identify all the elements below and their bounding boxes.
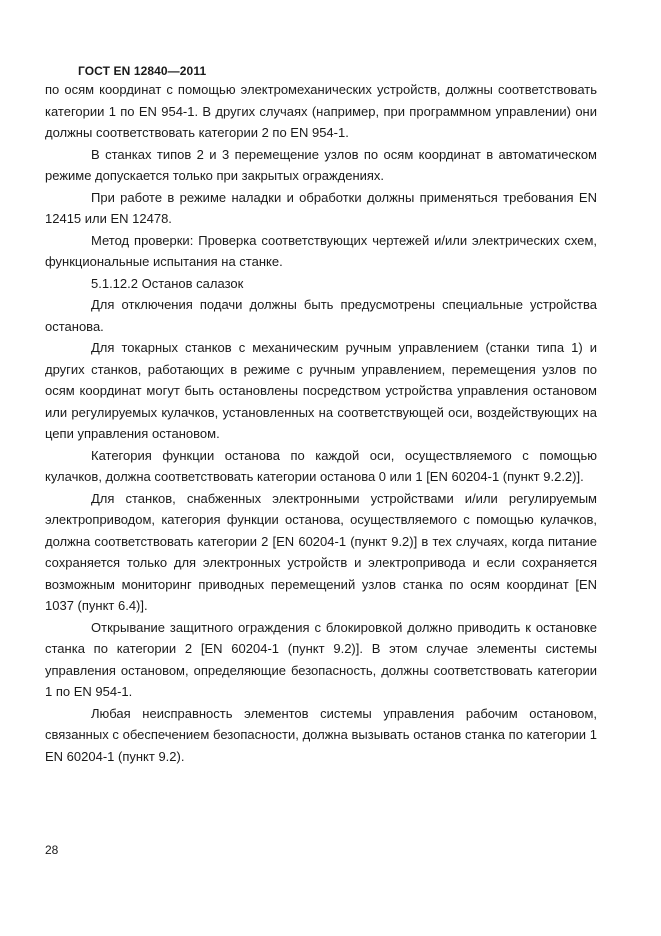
document-body bbox=[45, 79, 597, 767]
section-heading: 5.1.12.2 Останов салазок bbox=[91, 275, 244, 291]
paragraph-9: Для станков, снабженных электронными устройствами и/или регулируемым электроприводом, категория функции останова, осуществляемого с помощью кулачков, должна соответствовать категории 2 [EN 60204-1 (пункт 9.2)] в тех случаях, когда питание сохраняется только для электронных устройств и электропривода и если сохраняется возможным мониторинг приводных перемещений узлов станка по осям координат [EN 1037 (пункт 6.4)]. bbox=[45, 490, 597, 613]
paragraph-7: Для токарных станков с механическим ручным управлением (станки типа 1) и других станков, работающих в режиме с ручным управлением, перемещения узлов по осям координат могут быть остановлены посредством устройства управления остановом или регулируемых кулачков, установленных на соответствующей оси, воздействующих на цепи управления остановом. bbox=[45, 340, 597, 441]
paragraph-10: Открывание защитного ограждения с блокировкой должно приводить к остановке станка по категории 2 [EN 60204-1 (пункт 9.2)]. В этом случае элементы системы управления остановом, определяющие безопасность, должны соответствовать категории 1 по EN 954-1. bbox=[45, 619, 597, 699]
paragraph-1: по осям координат с помощью электромеханических устройств, должны соответствовать категории 1 по EN 954-1. В других случаях (например, при программном управлении) они должны соответствовать категории 2 по EN 954-1. bbox=[45, 82, 597, 140]
paragraph-3: При работе в режиме наладки и обработки должны применяться требования EN 12415 или EN 12478. bbox=[45, 189, 597, 226]
page-number: 28 bbox=[45, 843, 59, 857]
paragraph-8: Категория функции останова по каждой оси, осуществляемого с помощью кулачков, должна соответствовать категории останова 0 или 1 [EN 60204-1 (пункт 9.2.2)]. bbox=[45, 447, 597, 484]
paragraph-11: Любая неисправность элементов системы управления рабочим остановом, связанных с обеспечением безопасности, должна вызывать останов станка по категории 1 EN 60204-1 (пункт 9.2). bbox=[45, 705, 597, 764]
document-header: ГОСТ EN 12840—2011 bbox=[78, 64, 207, 78]
paragraph-4: Метод проверки: Проверка соответствующих чертежей и/или электрических схем, функциональные испытания на станке. bbox=[45, 232, 597, 269]
paragraph-2: В станках типов 2 и 3 перемещение узлов по осям координат в автоматическом режиме допускается только при закрытых ограждениях. bbox=[45, 146, 597, 183]
paragraph-6: Для отключения подачи должны быть предусмотрены специальные устройства останова. bbox=[45, 297, 597, 334]
